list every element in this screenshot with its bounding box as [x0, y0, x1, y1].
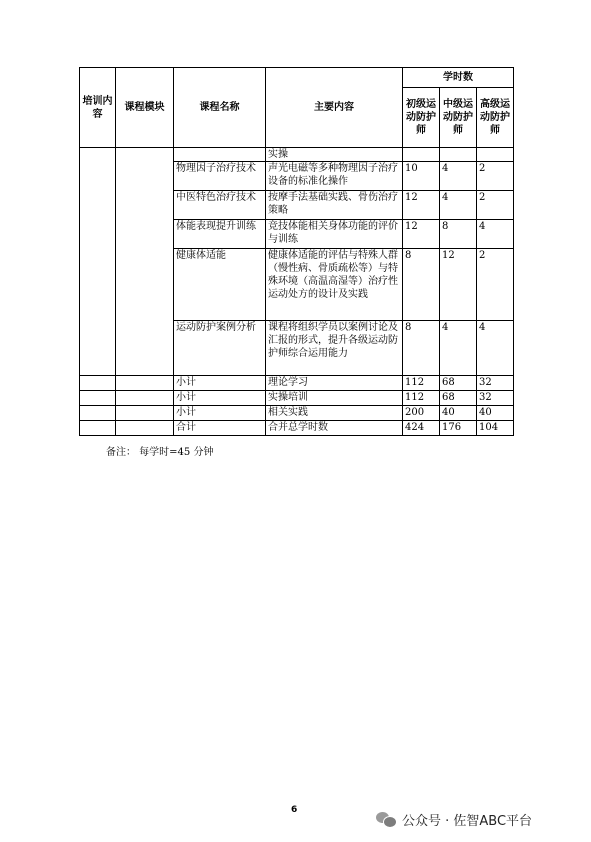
course-name-cell: 中医特色治疗技术 — [174, 191, 266, 220]
hours-senior-cell: 4 — [477, 220, 514, 249]
hours-intermediate-cell: 40 — [440, 406, 477, 421]
total-row — [80, 421, 514, 436]
hours-intermediate-cell: 4 — [440, 321, 477, 376]
hours-junior-cell: 10 — [403, 162, 440, 191]
empty-cell — [80, 406, 116, 421]
table-row — [80, 148, 514, 162]
header-level-junior: 初级运动防护师 — [403, 88, 440, 148]
course-name-cell — [174, 148, 266, 162]
hours-junior-cell: 8 — [403, 321, 440, 376]
main-content-cell: 竞技体能相关身体功能的评价与训练 — [266, 220, 403, 249]
empty-cell — [80, 391, 116, 406]
header-training-content: 培训内容 — [80, 68, 116, 148]
hours-senior-cell: 40 — [477, 406, 514, 421]
main-content-cell: 按摩手法基础实践、骨伤治疗策略 — [266, 191, 403, 220]
subtotal-label: 小计 — [174, 391, 266, 406]
subtotal-label: 小计 — [174, 376, 266, 391]
total-content: 合并总学时数 — [266, 421, 403, 436]
hours-junior-cell: 12 — [403, 220, 440, 249]
empty-cell — [80, 376, 116, 391]
main-content-cell: 课程将组织学员以案例讨论及汇报的形式，提升各级运动防护师综合运用能力 — [266, 321, 403, 376]
hours-intermediate-cell: 12 — [440, 249, 477, 321]
watermark-text: 公众号 · 佐智ABC平台 — [402, 813, 533, 829]
hours-senior-cell: 32 — [477, 391, 514, 406]
subtotal-row — [80, 391, 514, 406]
hours-intermediate-cell: 68 — [440, 391, 477, 406]
empty-cell — [116, 376, 174, 391]
total-label: 合计 — [174, 421, 266, 436]
hours-junior-cell: 200 — [403, 406, 440, 421]
hours-intermediate-cell: 4 — [440, 191, 477, 220]
main-content-cell: 健康体适能的评估与特殊人群（慢性病、骨质疏松等）与特殊环境（高温高湿等）治疗性运动处方的设计及实践 — [266, 249, 403, 321]
hours-junior-cell: 112 — [403, 391, 440, 406]
hours-senior-cell: 2 — [477, 191, 514, 220]
subtotal-content: 理论学习 — [266, 376, 403, 391]
hours-junior-cell: 112 — [403, 376, 440, 391]
course-name-cell: 运动防护案例分析 — [174, 321, 266, 376]
course-module-cell — [116, 148, 174, 376]
watermark — [376, 808, 532, 830]
course-hours-table — [79, 67, 514, 436]
subtotal-content: 相关实践 — [266, 406, 403, 421]
subtotal-row — [80, 406, 514, 421]
hours-senior-cell: 104 — [477, 421, 514, 436]
hours-senior-cell: 2 — [477, 249, 514, 321]
header-main-content: 主要内容 — [266, 68, 403, 148]
empty-cell — [80, 421, 116, 436]
header-level-intermediate: 中级运动防护师 — [440, 88, 477, 148]
subtotal-label: 小计 — [174, 406, 266, 421]
hours-junior-cell: 424 — [403, 421, 440, 436]
course-name-cell: 健康体适能 — [174, 249, 266, 321]
header-hours-group: 学时数 — [403, 68, 514, 88]
course-name-cell: 物理因子治疗技术 — [174, 162, 266, 191]
wechat-icon — [376, 809, 396, 829]
hours-junior-cell — [403, 148, 440, 162]
hours-intermediate-cell: 68 — [440, 376, 477, 391]
main-content-cell: 实操 — [266, 148, 403, 162]
hours-intermediate-cell: 176 — [440, 421, 477, 436]
header-course-module: 课程模块 — [116, 68, 174, 148]
remark-note: 备注： 每学时=45 分钟 — [106, 447, 214, 458]
hours-junior-cell: 8 — [403, 249, 440, 321]
header-row-1 — [80, 68, 514, 88]
hours-senior-cell: 4 — [477, 321, 514, 376]
subtotal-row — [80, 376, 514, 391]
hours-senior-cell: 32 — [477, 376, 514, 391]
course-name-cell: 体能表现提升训练 — [174, 220, 266, 249]
main-content-cell: 声光电磁等多种物理因子治疗设备的标准化操作 — [266, 162, 403, 191]
hours-senior-cell: 2 — [477, 162, 514, 191]
subtotal-content: 实操培训 — [266, 391, 403, 406]
hours-junior-cell: 12 — [403, 191, 440, 220]
hours-intermediate-cell: 8 — [440, 220, 477, 249]
page-number: 6 — [291, 805, 298, 815]
hours-intermediate-cell — [440, 148, 477, 162]
header-level-senior: 高级运动防护师 — [477, 88, 514, 148]
empty-cell — [116, 406, 174, 421]
header-course-name: 课程名称 — [174, 68, 266, 148]
hours-intermediate-cell: 4 — [440, 162, 477, 191]
hours-senior-cell — [477, 148, 514, 162]
training-content-cell — [80, 148, 116, 376]
empty-cell — [116, 421, 174, 436]
empty-cell — [116, 391, 174, 406]
